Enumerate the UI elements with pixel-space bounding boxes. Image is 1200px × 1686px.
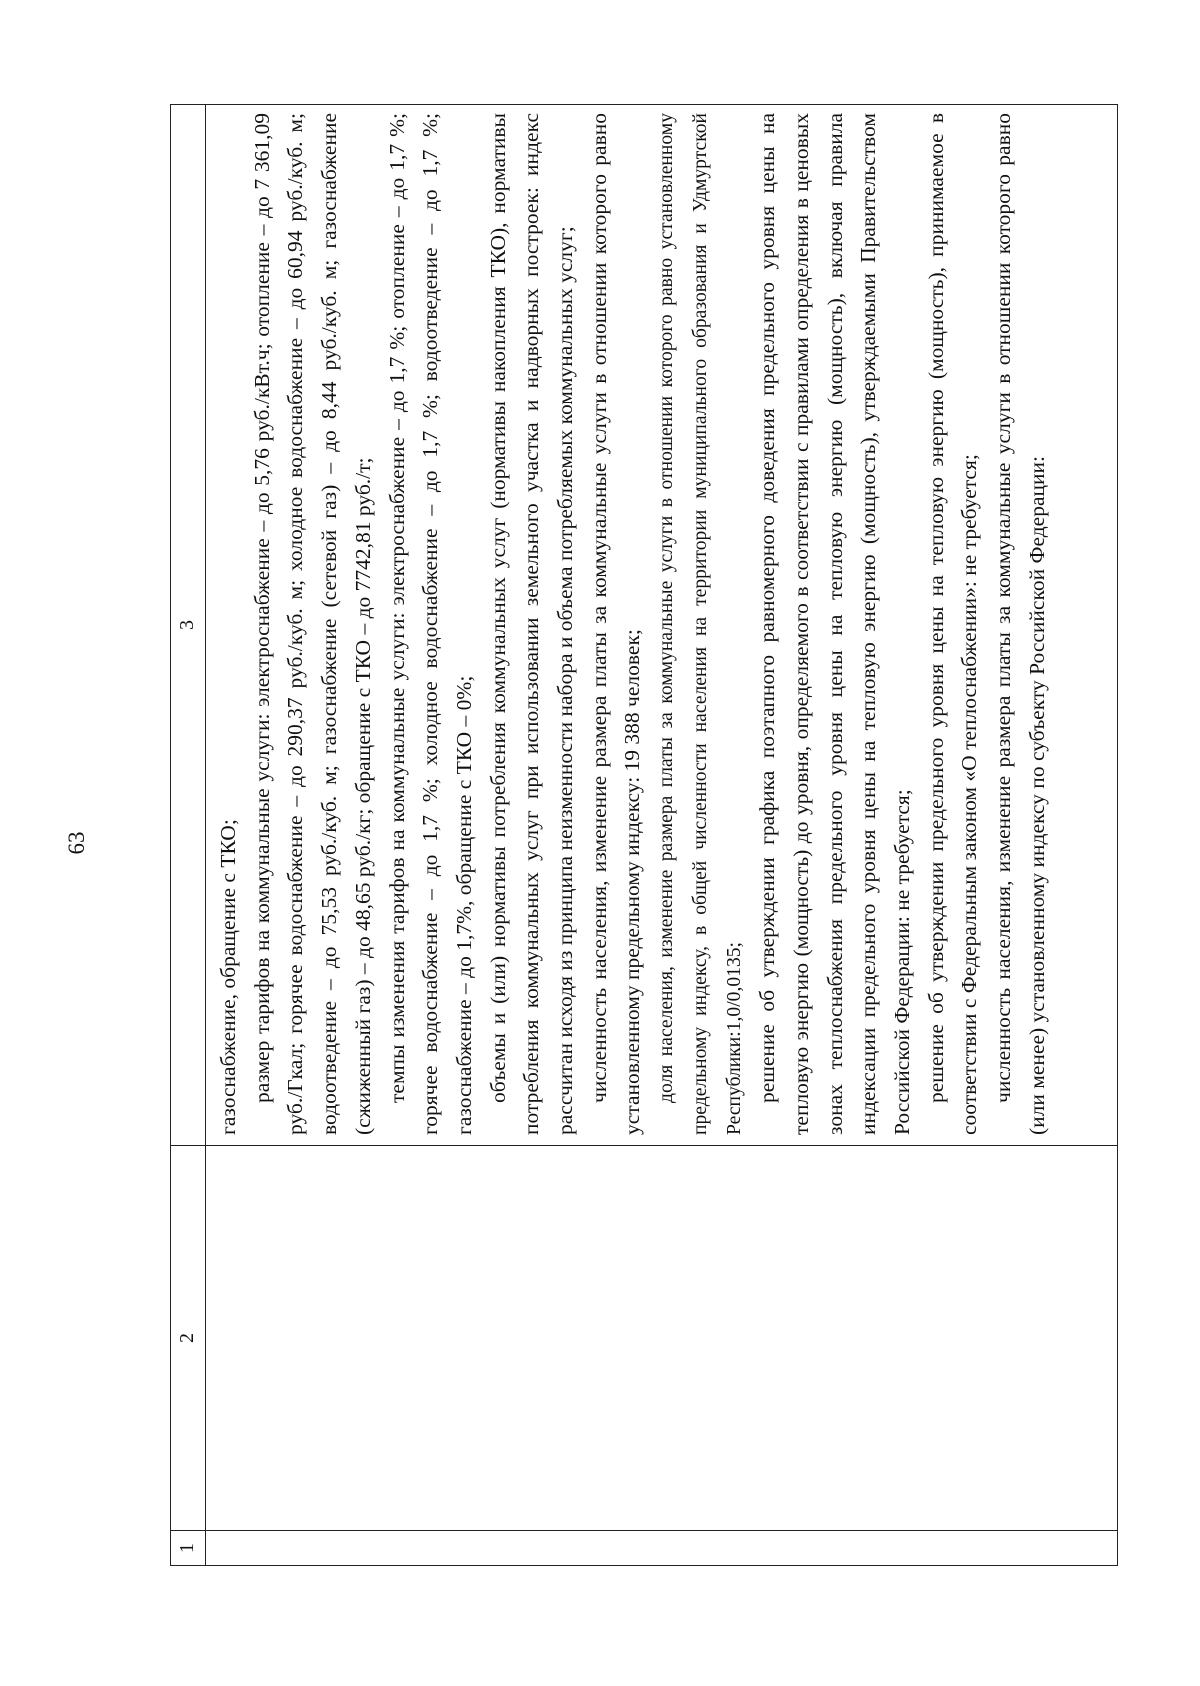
cell-content — [206, 105, 1055, 1145]
paragraph: решение об утверждении графика поэтапного равномерного доведения предельного уровня цены на тепловую энергию (мощность) до уровня, определяемого в соответствии с правилами определения в ценовых зонах теплоснабжения предельного уровня цены на тепловую энергию (мощность), включая правила индексации предельного уровня цены на тепловую энергию (мощность), утверждаемыми Правительством Российской Федерации: не требуется; — [755, 113, 915, 1135]
table-body-row — [206, 105, 1118, 1566]
page-number: 63 — [64, 831, 89, 855]
paragraph: доля населения, изменение размера платы за коммунальные услуги в отношении которого равно установленному предельному индексу, в общей численности населения на территории муниципального образования и Удмуртской Республики:1,0/0,0135; — [656, 113, 745, 1135]
paragraph: темпы изменения тарифов на коммунальные услуги: электроснабжение – до 1,7 %; отопление – до 1,7 %; горячее водоснабжение – до 1,7 %; холодное водоснабжение – до 1,7 %; водоотведение – до 1,7 %; газоснабжение – до 1,7%, обращение с ТКО – 0%; — [384, 113, 476, 1135]
column-header-2: 2 — [171, 1146, 206, 1531]
paragraph: численность населения, изменение размера платы за коммунальные услуги в отношении которого равно (или менее) установленному индексу по субъекту Российской Федерации: — [991, 113, 1049, 1135]
column-header-3: 3 — [171, 105, 206, 1146]
cell-column-1 — [206, 1531, 1118, 1566]
paragraph: объемы и (или) нормативы потребления коммунальных услуг (нормативы накопления ТКО), нормативы потребления коммунальных услуг при использовании земельного участка и надворных построек: индекс рассчитан исходя из принципа неизменности набора и объема потребляемых коммунальных услуг; — [485, 113, 578, 1135]
column-header-1: 1 — [171, 1531, 206, 1566]
cell-column-2 — [206, 1146, 1118, 1531]
paragraph: решение об утверждении предельного уровня цены на тепловую энергию (мощность), принимаемое в соответствии с Федеральным законом «О теплоснабжении»: не требуется; — [923, 113, 982, 1135]
table-header-row — [171, 105, 206, 1566]
paragraph: размер тарифов на коммунальные услуги: электроснабжение – до 5,76 руб./кВт.ч; отопление – до 7 361,09 руб./Гкал; горячее водоснабжение – до 290,37 руб./куб. м; холодное водоснабжение – до 60,94 руб./куб. м; водоотведение – до 75,53 руб./куб. м; газоснабжение (сетевой газ) – до 8,44 руб./куб. м; газоснабжение (сжиженный газ) – до 48,65 руб./кг; обращение с ТКО – до 7742,81 руб./т; — [249, 113, 375, 1135]
paragraph: газоснабжение, обращение с ТКО; — [216, 819, 240, 1135]
cell-column-3 — [206, 105, 1118, 1146]
document-table — [170, 104, 1118, 1566]
paragraph: численность населения, изменение размера платы за коммунальные услуги в отношении которого равно установленному предельному индексу: 19 388 человек; — [586, 113, 645, 1135]
